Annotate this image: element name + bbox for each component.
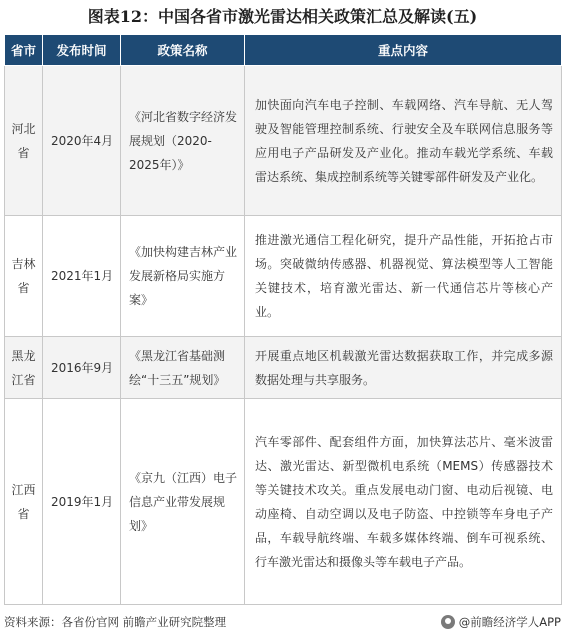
cell-province: 吉林省	[5, 216, 43, 337]
cell-date: 2016年9月	[43, 337, 121, 399]
table-row	[5, 337, 562, 399]
header-policy: 政策名称	[121, 35, 245, 66]
cell-content: 加快面向汽车电子控制、车载网络、汽车导航、无人驾驶及智能管理控制系统、行驶安全及车联网信息服务等应用电子产品研发及产业化。推动车载光学系统、车载雷达系统、集成控制系统等关键零部件研发及产业化。	[245, 66, 562, 216]
cell-policy: 《京九（江西）电子信息产业带发展规划》	[121, 399, 245, 605]
brand-logo-icon	[441, 615, 455, 629]
source-note: 资料来源：各省份官网 前瞻产业研究院整理	[4, 615, 227, 629]
cell-content: 汽车零部件、配套组件方面，加快算法芯片、毫米波雷达、激光雷达、新型微机电系统（MEMS）传感器技术等关键技术攻关。重点发展电动门窗、电动后视镜、电动座椅、自动空调以及电子防盗、中控锁等车身电子产品，车载导航终端、车载多媒体终端、倒车可视系统、行车激光雷达和摄像头等车载电子产品。	[245, 399, 562, 605]
brand-label: @前瞻经济学人APP	[458, 615, 561, 629]
cell-date: 2019年1月	[43, 399, 121, 605]
cell-province: 江西省	[5, 399, 43, 605]
policy-table	[4, 34, 562, 605]
cell-province: 黑龙江省	[5, 337, 43, 399]
cell-date: 2020年4月	[43, 66, 121, 216]
header-date: 发布时间	[43, 35, 121, 66]
brand-credit	[441, 614, 561, 630]
cell-policy: 《黑龙江省基础测绘“十三五”规划》	[121, 337, 245, 399]
page-title: 图表12：中国各省市激光雷达相关政策汇总及解读(五)	[87, 7, 478, 26]
cell-date: 2021年1月	[43, 216, 121, 337]
footer	[4, 614, 561, 630]
cell-province: 河北省	[5, 66, 43, 216]
cell-content: 推进激光通信工程化研究，提升产品性能，开拓抢占市场。突破微纳传感器、机器视觉、算法模型等人工智能关键技术，培育激光雷达、新一代通信芯片等核心产业。	[245, 216, 562, 337]
table-row	[5, 216, 562, 337]
table-row	[5, 66, 562, 216]
table-row	[5, 399, 562, 605]
header-province: 省市	[5, 35, 43, 66]
cell-content: 开展重点地区机载激光雷达数据获取工作，并完成多源数据处理与共享服务。	[245, 337, 562, 399]
header-content: 重点内容	[245, 35, 562, 66]
cell-policy: 《河北省数字经济发展规划（2020-2025年）》	[121, 66, 245, 216]
table-header-row	[5, 35, 562, 66]
cell-policy: 《加快构建吉林产业发展新格局实施方案》	[121, 216, 245, 337]
